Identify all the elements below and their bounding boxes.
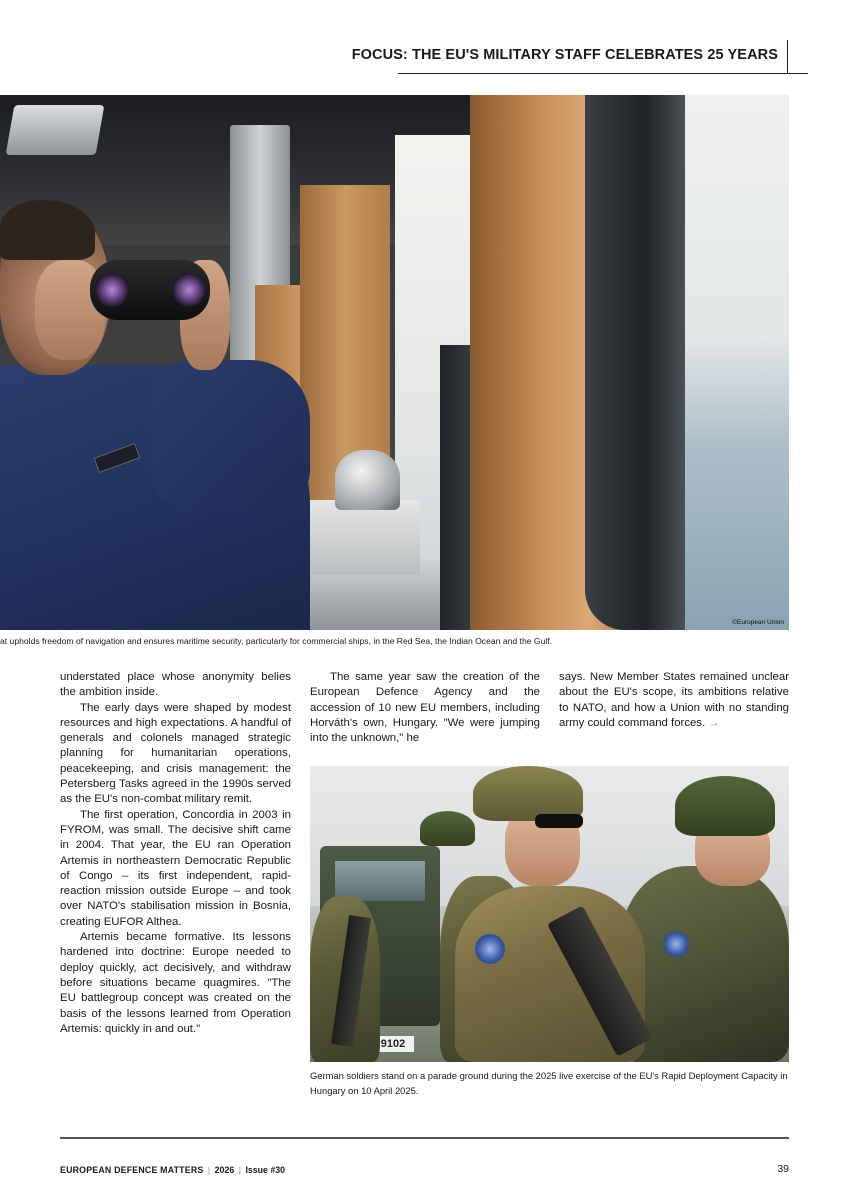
publication-year: 2026 (214, 1165, 235, 1175)
binocular-lens-right (172, 273, 206, 307)
helmet-icon (420, 811, 475, 846)
bottom-photo-caption: German soldiers stand on a parade ground during the 2025 live exercise of the EU's Rapid Deployment Capacity in Hungary on 10 April 2025. (310, 1070, 788, 1096)
paragraph (559, 670, 789, 731)
text-column-3 (559, 670, 789, 731)
photo-camera-dome (335, 450, 400, 510)
photo-window-frame-right (585, 95, 685, 630)
footer-separator: | (238, 1165, 241, 1175)
paragraph: Artemis became formative. Its lessons hardened into doctrine: Europe needed to deploy quickly, act decisively, and withdraw before situations became quagmires. "The EU battlegroup concept was created on the basis of the lessons learned from Operation Artemis: quickly in and out." (60, 931, 291, 1035)
eu-flag-patch-icon (475, 934, 505, 964)
text-column-1 (60, 670, 291, 1037)
footer-separator: | (207, 1165, 211, 1175)
header-rule (787, 40, 789, 73)
vehicle-plate: 9102 (372, 1036, 414, 1052)
paragraph-text: says. New Member States remained unclear about the EU's scope, its ambitions relative to NATO, and how a Union with no standing army could command forces. (559, 671, 789, 729)
photo-lamp (6, 105, 105, 155)
helmet-icon (473, 766, 583, 821)
top-photo-caption: at upholds freedom of navigation and ensures maritime security, particularly for commercial ships, in the Red Sea, the Indian Ocean and the Gulf. (0, 636, 553, 646)
paragraph: The early days were shaped by modest resources and high expectations. A handful of generals and colonels managed strategic planning for humanitarian operations, peacekeeping, and crisis management: the Petersberg Tasks agreed in the 1990s served as the EU's non-combat military remit. (60, 701, 291, 806)
photo-truck-windshield (335, 861, 425, 901)
binocular-lens-left (95, 273, 129, 307)
paragraph: understated place whose anonymity belies the ambition inside. (60, 671, 291, 699)
continue-arrow-icon: → (708, 716, 720, 729)
paragraph: The same year saw the creation of the European Defence Agency and the accession of 10 new EU members, including Horváth's own, Hungary. "We were jumping into the unknown," he (310, 671, 540, 745)
text-column-2 (310, 670, 540, 746)
ship-bridge-photo (0, 95, 789, 630)
header-title: FOCUS: THE EU'S MILITARY STAFF CELEBRATES 25 YEARS (351, 47, 778, 63)
eu-flag-patch-icon (663, 931, 689, 957)
page-number: 39 (777, 1163, 789, 1175)
photo-equipment-box (310, 500, 420, 575)
footer (60, 1165, 285, 1175)
photo-credit: ©European Union (732, 619, 784, 626)
footer-rule (60, 1137, 789, 1139)
issue-number: Issue #30 (245, 1165, 286, 1175)
soldiers-parade-photo (310, 766, 789, 1062)
paragraph: The first operation, Concordia in 2003 in FYROM, was small. The decisive shift came in 2004. That year, the EU ran Operation Artemis in northeastern Democratic Republic of Congo – its first independent, rapid-reaction mission outside Europe – and took over NATO's stabilisation mission in Bosnia, creating EUFOR Althea. (60, 808, 291, 928)
page-header (351, 40, 808, 74)
sunglasses-icon (535, 814, 583, 828)
publication-name: EUROPEAN DEFENCE MATTERS (60, 1165, 204, 1175)
helmet-icon (675, 776, 775, 836)
photo-sailor-arm (150, 360, 310, 510)
